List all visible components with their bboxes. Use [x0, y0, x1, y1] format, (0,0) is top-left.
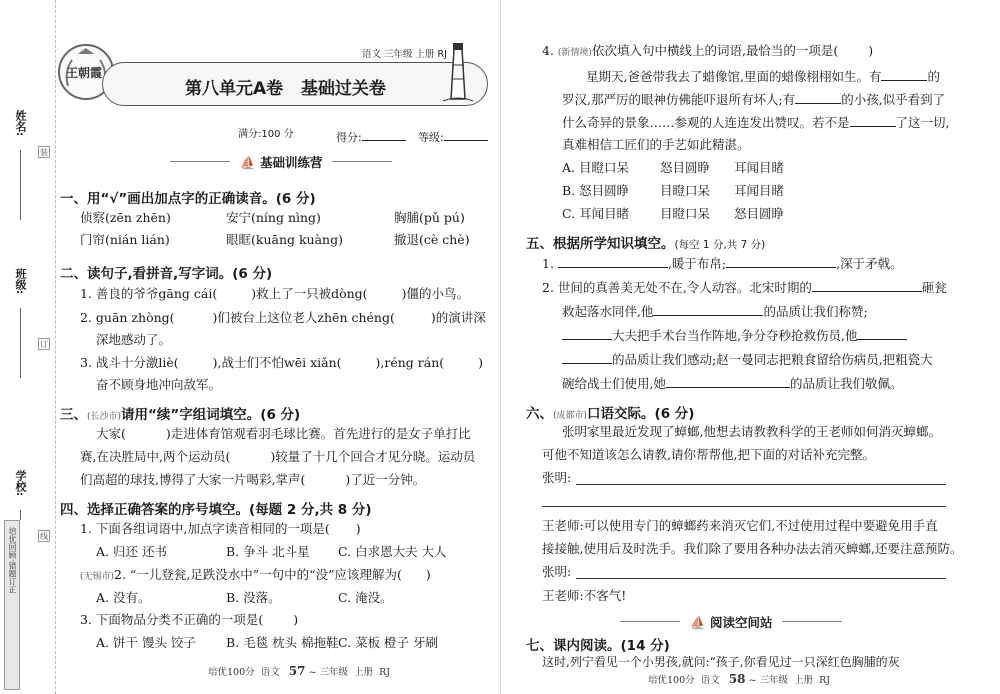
q4-option[interactable]: B. 争斗 北斗星 — [226, 544, 310, 559]
q4-option[interactable]: B. 毛毯 枕头 棉拖鞋 — [226, 635, 339, 650]
q5-line-2: 2. 世间的真善美无处不在,令人动容。北宋时期的 砸瓮 — [542, 280, 947, 295]
q2-heading: 二、读句子,看拼音,写字词。(6 分) — [60, 266, 273, 282]
q2-sentence-1: 1. 善良的爷爷gāng cái( )救上了一只被dòng( )僵的小鸟。 — [80, 286, 469, 301]
q2-sentence-3-cont: 奋不顾身地冲向敌军。 — [96, 377, 222, 392]
q4b-option[interactable]: 怒目圆睁 — [734, 206, 785, 221]
page-number: 58 — [728, 672, 746, 686]
answer-blank[interactable] — [726, 257, 836, 268]
q4-option[interactable]: A. 饼干 馒头 饺子 — [96, 635, 196, 650]
answer-blank[interactable] — [666, 377, 790, 388]
q7-para-1: 这时,列宁看见一个小男孩,就问:“孩子,你看见过一只深红色胸脯的灰 — [542, 655, 900, 669]
right-footer: 培优100分 语文 58 ~ 三年级 上册 RJ — [648, 672, 831, 686]
q4b-para-2: 罗汉,那严厉的眼神仿佛能吓退所有坏人;有 的小孩,似乎看到了 — [562, 92, 946, 107]
q6-para-2: 可他不知道该怎么请教,请你帮帮他,把下面的对话补充完整。 — [542, 447, 875, 462]
answer-blank[interactable] — [653, 305, 763, 316]
q4-item-4: 4. (新情境)依次填入句中横线上的词语,最恰当的一项是( ) — [542, 43, 874, 58]
left-footer: 培优100分 语文 57 ~ 三年级 上册 RJ — [208, 664, 391, 678]
school-line — [20, 510, 21, 520]
q4b-option[interactable]: 耳闻目睹 — [734, 160, 785, 175]
q1-item[interactable]: 胸脯(pǔ pú) — [394, 210, 465, 225]
name-line — [20, 150, 21, 220]
q3-heading: 三、(长沙市)请用“续”字组词填空。(6 分) — [60, 407, 301, 423]
binding-strip — [0, 0, 56, 694]
q5-line-1: 1. ,暖于布帛; ,深于矛戟。 — [542, 256, 903, 271]
q1-item[interactable]: 安宁(níng nìng) — [226, 210, 321, 225]
q3-para-3: 们高超的球技,博得了大家一片喝彩,掌声( )了近一分钟。 — [80, 472, 426, 487]
score-field[interactable]: 得分: — [336, 130, 406, 143]
q5-line-6: 碗给战士们使用,她 的品质让我们敬佩。 — [562, 376, 903, 391]
q1-heading: 一、用“√”画出加点字的正确读音。(6 分) — [60, 191, 316, 207]
review-ribbon: 培优回顾·错题订正 — [4, 520, 20, 690]
answer-line[interactable] — [542, 506, 946, 507]
q1-item[interactable]: 眼眶(kuāng kuàng) — [226, 232, 343, 247]
q4b-option[interactable]: 耳闻目睹 — [734, 183, 785, 198]
speaker-zhang: 张明: — [542, 564, 572, 579]
q5-line-5: 的品质让我们感动;赵一曼同志把粮食留给伤病员,把粗瓷大 — [562, 353, 933, 367]
q4b-option[interactable]: 目瞪口呆 — [660, 183, 711, 198]
q1-item[interactable]: 门帘(nián lián) — [80, 232, 170, 247]
q4b-para-3: 什么奇异的景象……参观的人连连发出赞叹。若不是 了这一切, — [562, 115, 950, 130]
q4-option[interactable]: A. 没有。 — [96, 590, 151, 605]
answer-blank[interactable] — [795, 93, 841, 104]
binding-mark-2: 订 — [40, 340, 48, 349]
q4b-option[interactable]: B. 怒目圆睁 — [562, 183, 630, 198]
title-box — [102, 62, 488, 106]
q4b-option[interactable]: C. 耳闻目睹 — [562, 206, 630, 221]
answer-blank[interactable] — [812, 281, 922, 292]
page-number: 57 — [288, 664, 306, 678]
answer-blank[interactable] — [857, 329, 907, 340]
binding-mark-3: 线 — [40, 532, 48, 541]
answer-blank[interactable] — [562, 329, 612, 340]
q1-item[interactable]: 撤退(cè chè) — [394, 232, 470, 247]
answer-blank[interactable] — [881, 70, 927, 81]
q1-item[interactable]: 侦察(zēn zhēn) — [80, 210, 171, 225]
page-divider — [500, 0, 501, 694]
q6-heading: 六、(成都市)口语交际。(6 分) — [526, 406, 695, 422]
answer-line[interactable] — [576, 578, 946, 579]
answer-blank[interactable] — [562, 353, 612, 364]
full-score: 满分:100 分 — [238, 129, 294, 140]
header-meta: 语文 三年级 上册 RJ — [362, 49, 447, 60]
class-label: 班级: — [14, 268, 27, 295]
q4b-para-1: 星期天,爸爸带我去了蜡像馆,里面的蜡像栩栩如生。有 的 — [586, 69, 940, 84]
q4-heading: 四、选择正确答案的序号填空。(每题 2 分,共 8 分) — [60, 502, 372, 518]
answer-blank[interactable] — [850, 116, 896, 127]
q2-sentence-2-cont: 深地感动了。 — [96, 332, 172, 347]
q2-sentence-3: 3. 战斗十分激liè( ),战士们不怕wēi xiǎn( ),réng rán( ) — [80, 355, 484, 370]
name-label: 姓名: — [14, 110, 27, 137]
lighthouse-icon — [441, 43, 475, 105]
q7-heading: 七、课内阅读。(14 分) — [526, 638, 670, 654]
school-label: 学校: — [14, 470, 27, 497]
q6-wang-1: 王老师:可以使用专门的蟑螂药来消灭它们,不过使用过程中要避免用手直 — [542, 518, 938, 533]
q4-option[interactable]: B. 没落。 — [226, 590, 281, 605]
q3-para-2: 赛,在决胜局中,两个运动员( )较量了十几个回合才见分晓。运动员 — [80, 449, 476, 464]
q5-line-4: 大夫把手术台当作阵地,争分夺秒抢救伤员,他 — [562, 329, 907, 343]
q4-item-3: 3. 下面物品分类不正确的一项是( ) — [80, 612, 299, 627]
q4b-option[interactable]: 目瞪口呆 — [660, 206, 711, 221]
q6-wang-2: 王老师:不客气! — [542, 588, 627, 603]
q3-para-1: 大家( )走进体育馆观看羽毛球比赛。首先进行的是女子单打比 — [96, 426, 471, 441]
q4-option[interactable]: C. 白求恩大夫 大人 — [338, 544, 447, 559]
logo-text: 王朝霞 — [66, 66, 103, 80]
q2-sentence-2: 2. guān zhòng( )们被台上这位老人zhēn chéng( )的演讲深 — [80, 310, 486, 325]
binding-mark-1: 装 — [40, 148, 48, 157]
speaker-zhang: 张明: — [542, 470, 572, 485]
q6-para-1: 张明家里最近发现了蟑螂,他想去请教教科学的王老师如何消灭蟑螂。 — [562, 424, 941, 439]
q5-line-3: 救起落水同伴,他 的品质让我们称赞; — [562, 304, 868, 319]
q4-option[interactable]: C. 淹没。 — [338, 590, 393, 605]
q4b-option[interactable]: 怒目圆睁 — [660, 160, 711, 175]
q4-item-2: (无锡市)2. “一儿登瓮,足跌没水中”一句中的“没”应该理解为( ) — [80, 567, 431, 582]
sailboat-icon: ⛵ — [240, 155, 256, 170]
answer-line[interactable] — [576, 484, 946, 485]
q6-wang-1b: 接接触,使用后及时洗手。我们除了要用各种办法去消灭蟑螂,还要注意预防。 — [542, 541, 963, 556]
section-banner-reading: ⛵ 阅读空间站 — [690, 615, 773, 630]
sailboat-icon: ⛵ — [690, 615, 706, 630]
section-banner-basic: ⛵ 基础训练营 — [240, 155, 323, 170]
q4-option[interactable]: C. 菜板 橙子 牙刷 — [338, 635, 439, 650]
class-line — [20, 308, 21, 378]
q5-heading: 五、根据所学知识填空。(每空 1 分,共 7 分) — [526, 236, 766, 252]
answer-blank[interactable] — [558, 257, 668, 268]
q4-option[interactable]: A. 归还 还书 — [96, 544, 167, 559]
page-title: 第八单元A卷 基础过关卷 — [185, 79, 386, 99]
q4-item-1: 1. 下面各组词语中,加点字读音相同的一项是( ) — [80, 521, 361, 536]
q4b-para-4: 真难相信工匠们的手艺如此精湛。 — [562, 137, 750, 152]
grade-field[interactable]: 等级: — [418, 130, 488, 143]
q4b-option[interactable]: A. 目瞪口呆 — [562, 160, 629, 175]
